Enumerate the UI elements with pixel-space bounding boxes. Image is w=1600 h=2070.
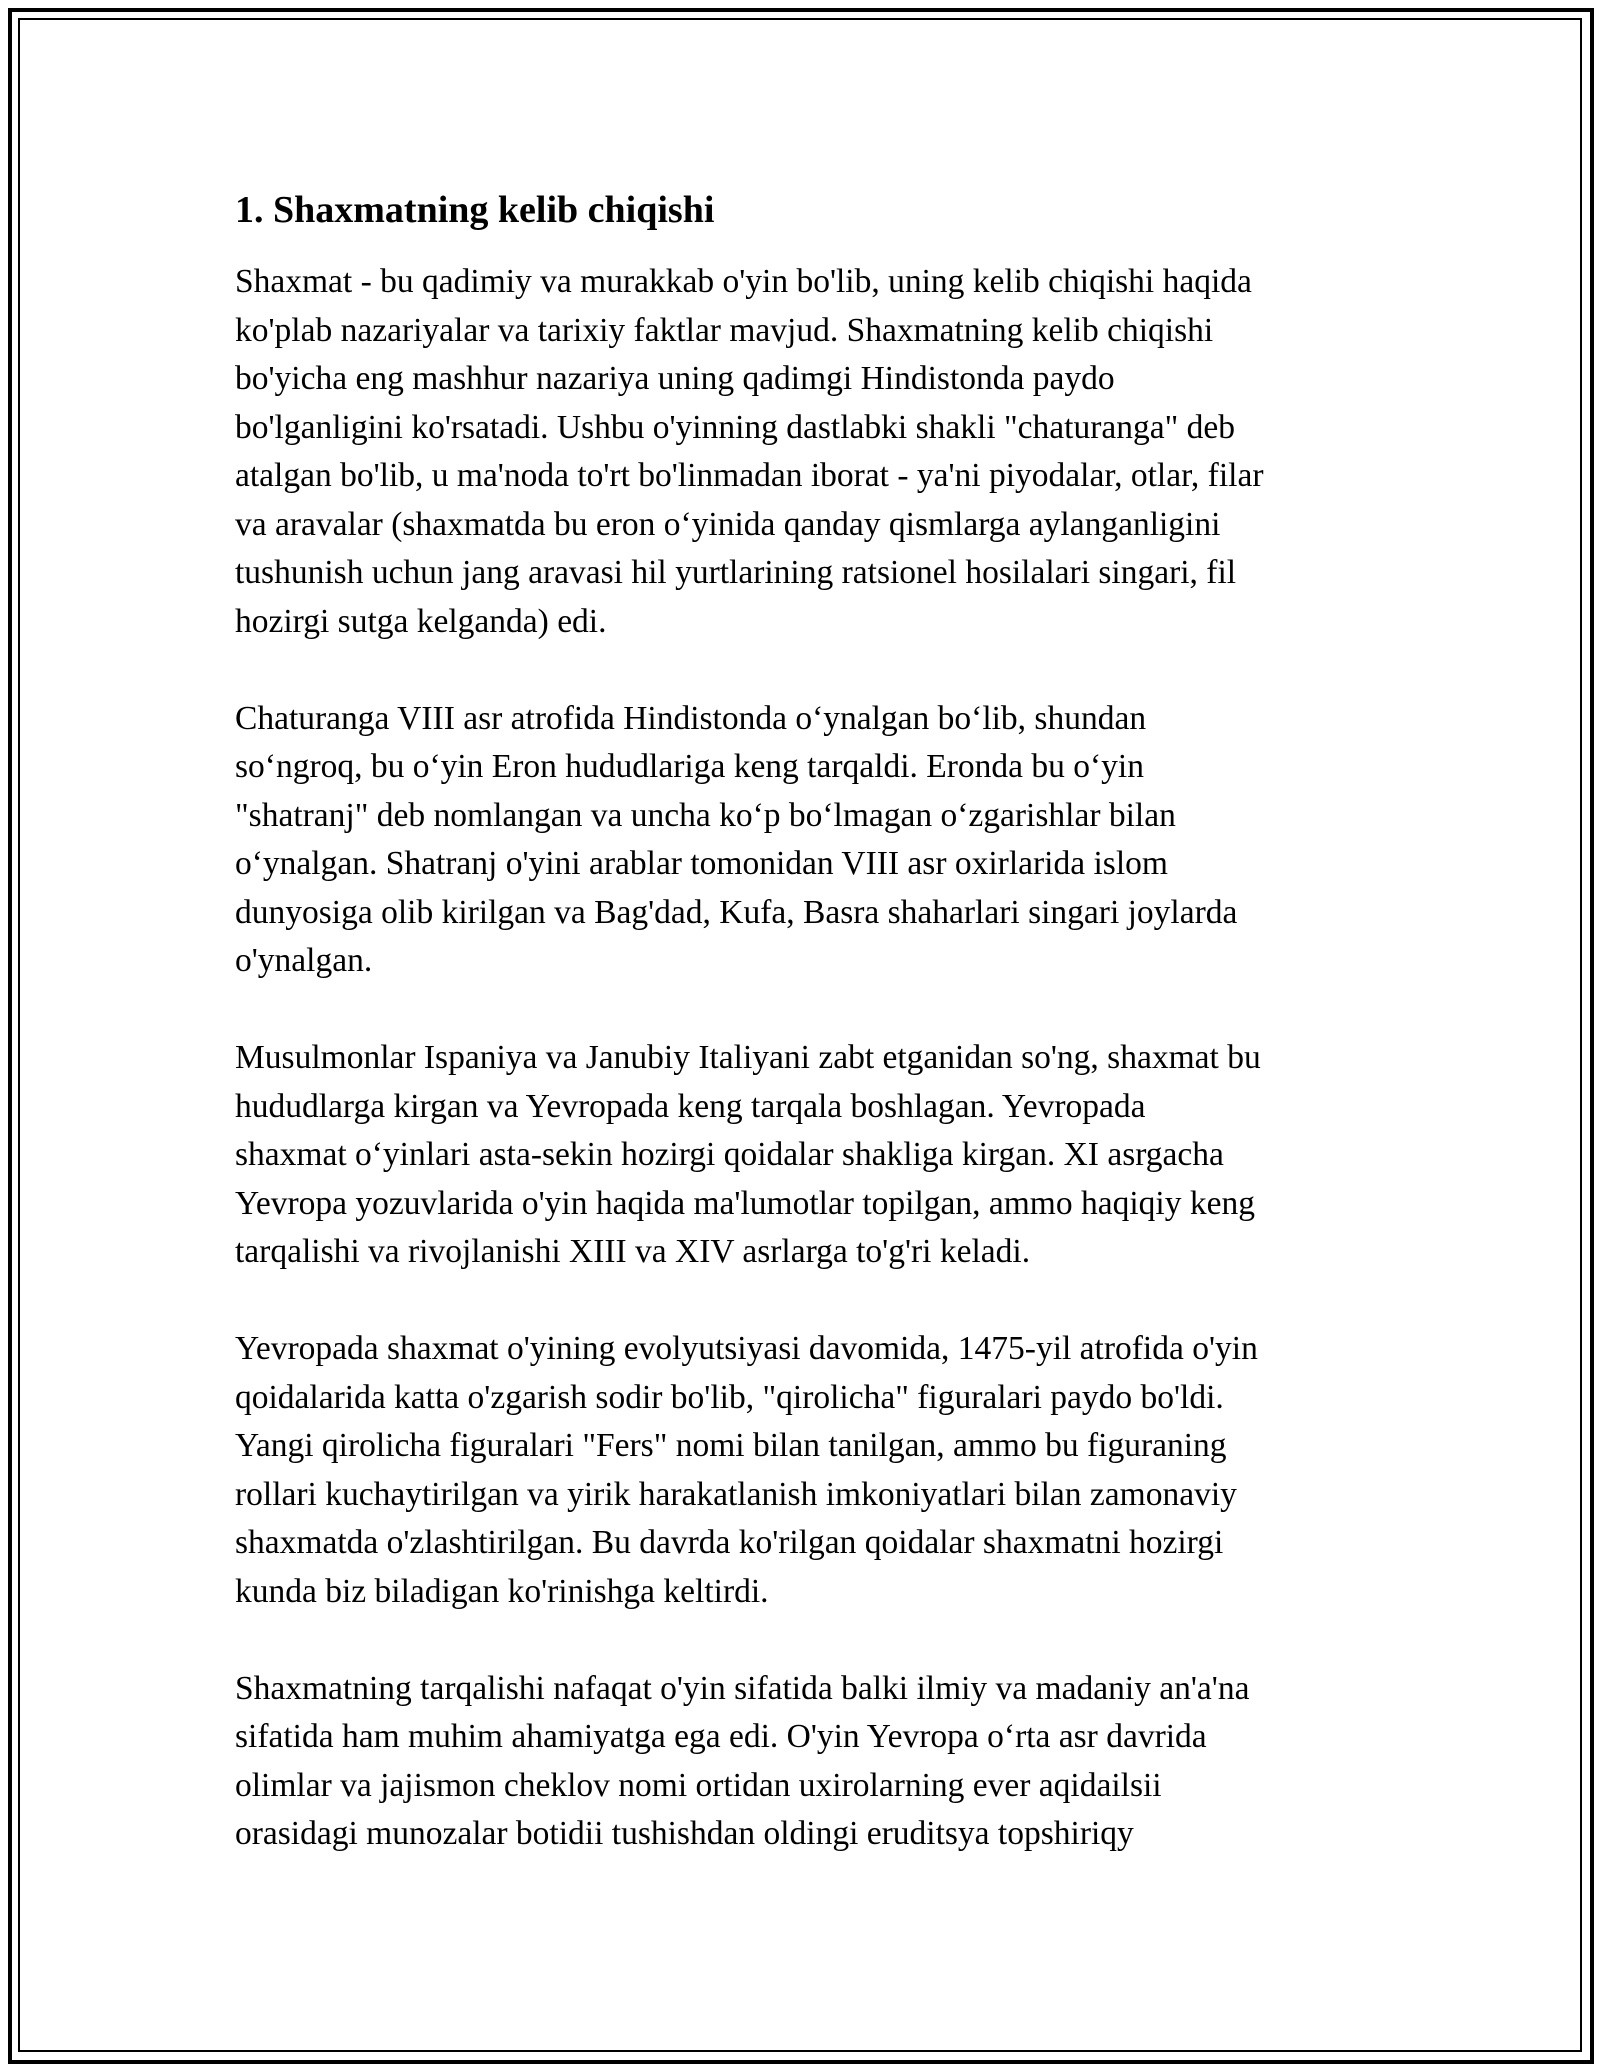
text-line: o'ynalgan. xyxy=(235,942,373,979)
text-line: Shaxmat - bu qadimiy va murakkab o'yin bo'lib, uning kelib chiqishi haqida xyxy=(235,263,1252,300)
text-line: qoidalarida katta o'zgarish sodir bo'lib, "qirolicha" figuralari paydo bo'ldi. xyxy=(235,1378,1224,1416)
paragraph-4 xyxy=(235,1325,1375,1616)
text-line: olimlar va jajismon cheklov nomi ortidan uxirolarning ever aqidailsii xyxy=(235,1766,1162,1804)
paragraph-5 xyxy=(235,1665,1375,1859)
text-line: va aravalar (shaxmatda bu eron o‘yinida qanday qismlarga aylanganligini xyxy=(235,505,1221,543)
text-line: dunyosiga olib kirilgan va Bag'dad, Kufa, Basra shaharlari singari joylarda xyxy=(235,893,1238,931)
text-line: shaxmatda o'zlashtirilgan. Bu davrda ko'rilgan qoidalar shaxmatni hozirgi xyxy=(235,1524,1224,1561)
text-line: orasidagi munozalar botidii tushishdan oldingi eruditsya topshiriqy xyxy=(235,1815,1134,1852)
text-line: rollari kuchaytirilgan va yirik harakatlanish imkoniyatlari bilan zamonaviy xyxy=(235,1475,1237,1513)
text-line: sifatida ham muhim ahamiyatga ega edi. O'yin Yevropa o‘rta asr davrida xyxy=(235,1718,1207,1755)
text-line: shaxmat o‘yinlari asta-sekin hozirgi qoidalar shakliga kirgan. XI asrgacha xyxy=(235,1136,1224,1173)
paragraph-2 xyxy=(235,695,1375,986)
text-line: "shatranj" deb nomlangan va uncha ko‘p bo‘lmagan o‘zgarishlar bilan xyxy=(235,796,1176,834)
paragraph-1 xyxy=(235,258,1375,646)
text-line: Chaturanga VIII asr atrofida Hindistonda o‘ynalgan bo‘lib, shundan xyxy=(235,699,1147,737)
text-line: o‘ynalgan. Shatranj o'yini arablar tomonidan VIII asr oxirlarida islom xyxy=(235,845,1168,882)
text-line: Yangi qirolicha figuralari "Fers" nomi bilan tanilgan, ammo bu figuraning xyxy=(235,1427,1227,1464)
text-line: hududlarga kirgan va Yevropada keng tarqala boshlagan. Yevropada xyxy=(235,1087,1146,1125)
text-line: Musulmonlar Ispaniya va Janubiy Italiyani zabt etganidan so'ng, shaxmat bu xyxy=(235,1039,1261,1076)
paragraph-3 xyxy=(235,1034,1375,1277)
text-line: Yevropada shaxmat o'yining evolyutsiyasi davomida, 1475-yil atrofida o'yin xyxy=(235,1330,1258,1367)
document-body xyxy=(235,186,1375,1859)
text-line: bo'yicha eng mashhur nazariya uning qadimgi Hindistonda paydo xyxy=(235,360,1115,397)
text-line: so‘ngroq, bu o‘yin Eron hududlariga keng tarqaldi. Eronda bu o‘yin xyxy=(235,748,1144,785)
text-line: kunda biz biladigan ko'rinishga keltirdi. xyxy=(235,1572,769,1610)
text-line: atalgan bo'lib, u ma'noda to'rt bo'linmadan iborat - ya'ni piyodalar, otlar, filar xyxy=(235,457,1264,494)
text-line: Shaxmatning tarqalishi nafaqat o'yin sifatida balki ilmiy va madaniy an'a'na xyxy=(235,1669,1250,1707)
text-line: hozirgi sutga kelganda) edi. xyxy=(235,602,607,640)
text-line: ko'plab nazariyalar va tarixiy faktlar mavjud. Shaxmatning kelib chiqishi xyxy=(235,311,1214,349)
text-line: Yevropa yozuvlarida o'yin haqida ma'lumotlar topilgan, ammo haqiqiy keng xyxy=(235,1184,1255,1222)
text-line: bo'lganligini ko'rsatadi. Ushbu o'yinning dastlabki shakli "chaturanga" deb xyxy=(235,408,1236,446)
text-line: tushunish uchun jang aravasi hil yurtlarining ratsionel hosilalari singari, fil xyxy=(235,554,1237,591)
section-heading: 1. Shaxmatning kelib chiqishi xyxy=(235,189,715,231)
text-line: tarqalishi va rivojlanishi XIII va XIV asrlarga to'g'ri keladi. xyxy=(235,1233,1031,1270)
